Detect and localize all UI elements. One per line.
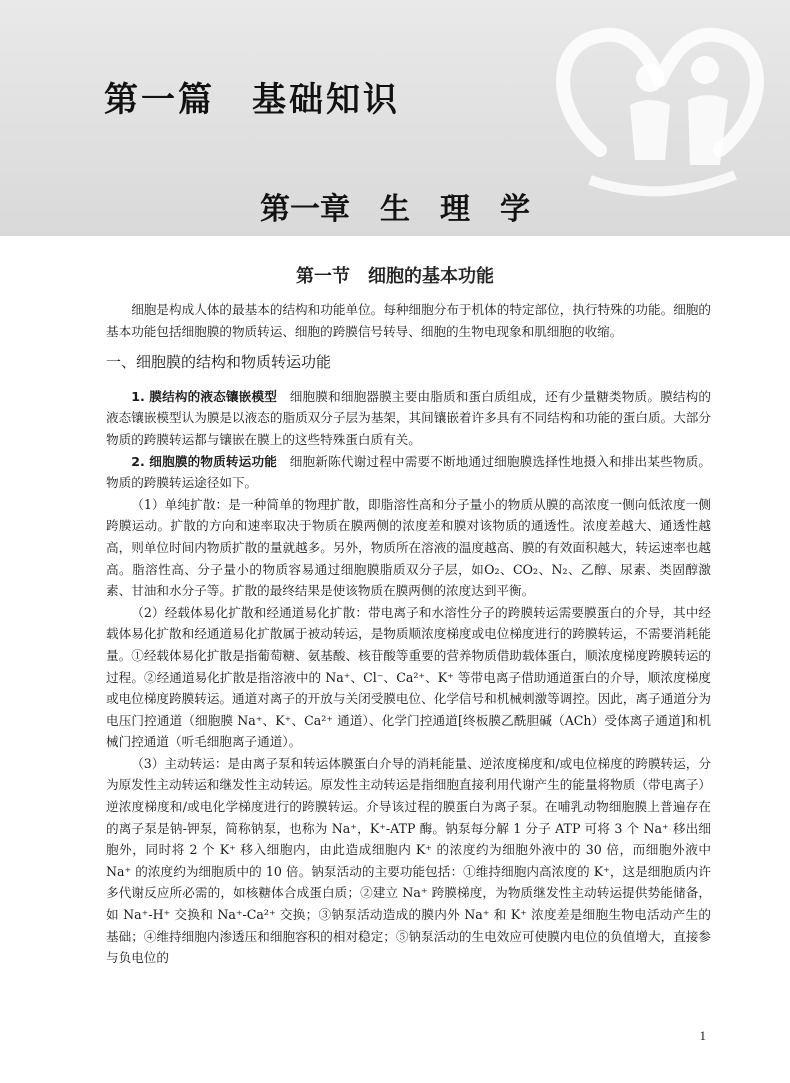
caduceus-heart-logo — [530, 0, 790, 200]
intro-paragraph: 细胞是构成人体的最基本的结构和功能单位。每种细胞分布于机体的特定部位，执行特殊的功能。细胞的基本功能包括细胞膜的物质转运、细胞的跨膜信号转导、细胞的生物电现象和肌细胞的收缩。 — [106, 302, 711, 339]
body-text — [106, 299, 711, 969]
simple-diffusion-paragraph: （1）单纯扩散：是一种简单的物理扩散，即脂溶性高和分子量小的物质从膜的高浓度一侧向低浓度一侧跨膜运动。扩散的方向和速率取决于物质在膜两侧的浓度差和膜对该物质的通透性。浓度差越大、通透性越高，则单位时间内物质扩散的量就越多。另外，物质所在溶液的温度越高、膜的有效面积越大，转运速率也越高。脂溶性高、分子量小的物质容易通过细胞膜脂质双分子层，如O₂、CO₂、N₂、乙醇、尿素、类固醇激素、甘油和水分子等。扩散的最终结果是使该物质在膜两侧的浓度达到平衡。 — [106, 496, 711, 599]
part-title: 第一篇 基础知识 — [104, 80, 400, 120]
item-2-text: 细胞新陈代谢过程中需要不断地通过细胞膜选择性地摄入和排出某些物质。物质的跨膜转运途径如下。 — [106, 453, 712, 491]
section-title: 第一节 细胞的基本功能 — [296, 266, 494, 287]
facilitated-diffusion-paragraph: （2）经载体易化扩散和经通道易化扩散：带电离子和水溶性分子的跨膜转运需要膜蛋白的介导，其中经载体易化扩散和经通道易化扩散属于被动转运，是物质顺浓度梯度或电位梯度进行的跨膜转运，不需要消耗能量。①经载体易化扩散是指葡萄糖、氨基酸、核苷酸等重要的营养物质借助载体蛋白，顺浓度梯度跨膜转运的过程。②经通道易化扩散是指溶液中的 Na⁺、Cl⁻、Ca²⁺、K⁺ 等带电离子借助通道蛋白的介导，顺浓度梯度或电位梯度跨膜转运。通道对离子的开放与关闭受膜电位、化学信号和机械刺激等调控。因此，离子通道分为电压门控通道（细胞膜 Na⁺、K⁺、Ca²⁺ 通道）、化学门控通道[终板膜乙酰胆碱（ACh）受体离子通道]和机械门控通道（听毛细胞离子通道）。 — [106, 604, 711, 750]
page-number: 1 — [699, 1028, 706, 1043]
item-2-label: 2. 细胞膜的物质转运功能 — [131, 453, 277, 469]
item-1-text: 细胞膜和细胞器膜主要由脂质和蛋白质组成，还有少量糖类物质。膜结构的液态镶嵌模型认为膜是以液态的脂质双分子层为基架，其间镶嵌着许多具有不同结构和功能的蛋白质。大部分物质的跨膜转运都与镶嵌在膜上的这些特殊蛋白质有关。 — [106, 388, 712, 447]
heading-membrane-structure: 一、细胞膜的结构和物质转运功能 — [106, 353, 332, 372]
active-transport-paragraph: （3）主动转运：是由离子泵和转运体膜蛋白介导的消耗能量、逆浓度梯度和/或电位梯度的跨膜转运，分为原发性主动转运和继发性主动转运。原发性主动转运是指细胞直接利用代谢产生的能量将物质（带电离子）逆浓度梯度和/或电化学梯度进行的跨膜转运。介导该过程的膜蛋白为离子泵。在哺乳动物细胞膜上普遍存在的离子泵是钠-钾泵，简称钠泵，也称为 Na⁺，K⁺-ATP 酶。钠泵每分解 1 分子 ATP 可将 3 个 Na⁺ 移出细胞外，同时将 2 个 K⁺ 移入细胞内，由此造成细胞内 K⁺ 的浓度约为细胞外液中的 30 倍，而细胞外液中 Na⁺ 的浓度约为细胞质中的 10 倍。钠泵活动的主要功能包括：①维持细胞内高浓度的 K⁺，这是细胞质内许多代谢反应所必需的，如核糖体合成蛋白质；②建立 Na⁺ 跨膜梯度，为物质继发性主动转运提供势能储备，如 Na⁺-H⁺ 交换和 Na⁺-Ca²⁺ 交换；③钠泵活动造成的膜内外 Na⁺ 和 K⁺ 浓度差是细胞生物电活动产生的基础；④维持细胞内渗透压和细胞容积的相对稳定；⑤钠泵活动的生电效应可使膜内电位的负值增大，直接参与负电位的 — [106, 755, 711, 966]
chapter-title: 第一章 生 理 学 — [260, 192, 530, 227]
item-1-label: 1. 膜结构的液态镶嵌模型 — [131, 388, 277, 404]
item-2-paragraph — [106, 451, 711, 494]
item-1-paragraph — [106, 386, 711, 451]
